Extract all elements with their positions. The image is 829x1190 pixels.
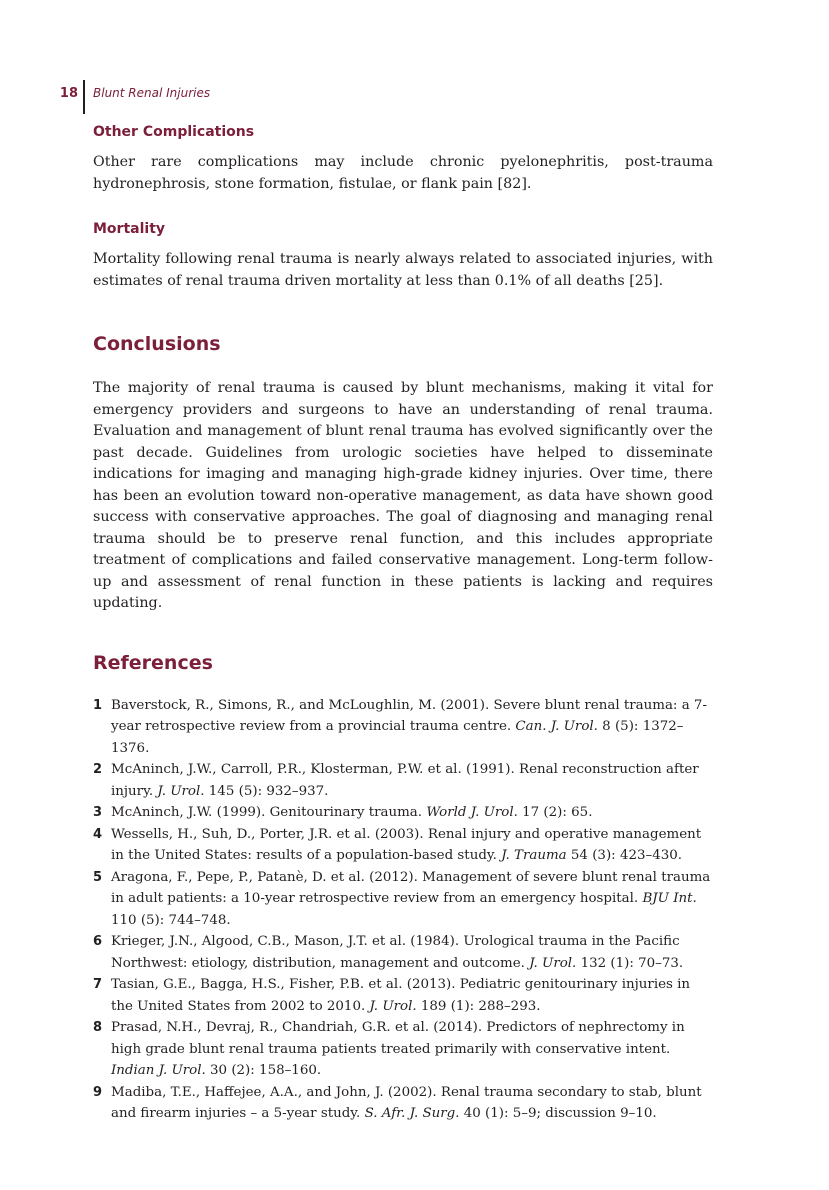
heading-references: References <box>93 651 213 674</box>
reference-number: 4 <box>93 826 103 842</box>
reference-details: 145 (5): 932–937. <box>204 783 329 799</box>
reference-number: 2 <box>93 762 103 777</box>
section-conclusions <box>93 330 713 615</box>
reference-item <box>93 695 713 760</box>
reference-journal: BJU Int. <box>642 891 697 906</box>
reference-text: Prasad, N.H., Devraj, R., Chandriah, G.R. et al. (2014). Predictors of nephrectomy in high grade blunt renal trauma patients treated primarily with conservative intent. <box>111 1020 685 1057</box>
reference-text: Tasian, G.E., Bagga, H.S., Fisher, P.B. et al. (2013). Pediatric genitourinary injuries in the United States from 2002 to 2010. <box>111 977 691 1014</box>
reference-details: 30 (2): 158–160. <box>205 1063 322 1078</box>
reference-details: 54 (3): 423–430. <box>566 848 683 863</box>
section-mortality <box>93 217 713 292</box>
page-number: 18 <box>59 86 78 101</box>
reference-number: 9 <box>93 1084 103 1100</box>
paragraph-mortality: Mortality following renal trauma is nearly always related to associated injuries, with estimates of renal trauma driven mortality at less than 0.1% of all deaths [25]. <box>93 251 713 289</box>
reference-journal: J. Urol. <box>529 955 577 971</box>
reference-number: 6 <box>93 934 103 949</box>
reference-item <box>93 802 713 824</box>
reference-details: 132 (1): 70–73. <box>576 955 684 971</box>
reference-journal: J. Urol. <box>369 998 417 1014</box>
reference-number: 1 <box>93 697 103 713</box>
reference-journal: Indian J. Urol. <box>111 1063 206 1078</box>
section-other-complications <box>93 120 713 195</box>
reference-number: 7 <box>93 977 103 992</box>
reference-details: 189 (1): 288–293. <box>416 998 541 1014</box>
paragraph-other-complications: Other rare complications may include chronic pyelonephritis, post-trauma hydronephrosis, stone formation, fistulae, or flank pain [82]. <box>93 154 713 192</box>
header-divider <box>83 80 85 114</box>
paragraph-conclusions: The majority of renal trauma is caused by blunt mechanisms, making it vital for emergency providers and surgeons to have an understanding of renal trauma. Evaluation and management of blunt renal trauma has evolved significantly over the past decade. Guidelines from urologic societies have helped to disseminate indications for imaging and managing high-grade kidney injuries. Over time, there has been an evolution toward non-operative management, as data have shown good success with conservative approaches. The goal of diagnosing and managing renal trauma should be to preserve renal function, and this includes appropriate treatment of complications and failed conservative management. Long-term follow-up and assessment of renal function in these patients is lacking and requires updating. <box>93 380 713 611</box>
reference-details: 8 (5): 1372–1376. <box>111 719 684 756</box>
running-title: Blunt Renal Injuries <box>93 86 211 100</box>
heading-mortality: Mortality <box>93 221 166 237</box>
reference-item <box>93 867 713 932</box>
reference-journal: J. Trauma <box>501 848 567 863</box>
heading-other-complications: Other Complications <box>93 124 255 140</box>
reference-text: Aragona, F., Pepe, P., Patanè, D. et al. (2012). Management of severe blunt renal trauma in adult patients: a 10-year retrospective review from an emergency hospital. <box>111 869 711 906</box>
reference-item <box>93 931 713 974</box>
reference-text: McAninch, J.W., Carroll, P.R., Klosterman, P.W. et al. (1991). Renal reconstruction after injury. <box>111 762 699 799</box>
reference-item <box>93 824 713 867</box>
reference-item <box>93 759 713 802</box>
reference-journal: Can. J. Urol. <box>515 719 598 734</box>
reference-details: 17 (2): 65. <box>517 805 593 820</box>
reference-item <box>93 1017 713 1082</box>
reference-text: Baverstock, R., Simons, R., and McLoughlin, M. (2001). Severe blunt renal trauma: a 7-year retrospective review from a provincial trauma centre. <box>111 697 707 734</box>
reference-journal: S. Afr. J. Surg. <box>364 1106 460 1121</box>
reference-text: Krieger, J.N., Algood, C.B., Mason, J.T. et al. (1984). Urological trauma in the Pacific Northwest: etiology, distribution, management and outcome. <box>111 934 680 971</box>
reference-journal: J. Urol. <box>157 783 205 799</box>
reference-list <box>93 695 713 1125</box>
reference-details: 110 (5): 744–748. <box>111 912 231 928</box>
reference-number: 5 <box>93 869 103 885</box>
reference-number: 3 <box>93 805 103 820</box>
reference-item <box>93 974 713 1017</box>
reference-journal: World J. Urol. <box>426 805 518 820</box>
section-references <box>93 649 713 1125</box>
reference-item <box>93 1082 713 1125</box>
reference-text: Wessells, H., Suh, D., Porter, J.R. et al. (2003). Renal injury and operative management in the United States: results of a population-based study. <box>111 826 702 863</box>
page-content <box>93 120 713 1125</box>
heading-conclusions: Conclusions <box>93 333 221 355</box>
reference-text: Madiba, T.E., Haffejee, A.A., and John, J. (2002). Renal trauma secondary to stab, blunt and firearm injuries – a 5-year study. <box>111 1084 702 1121</box>
reference-details: 40 (1): 5–9; discussion 9–10. <box>459 1106 657 1121</box>
reference-number: 8 <box>93 1020 103 1035</box>
reference-text: McAninch, J.W. (1999). Genitourinary trauma. <box>111 805 427 820</box>
